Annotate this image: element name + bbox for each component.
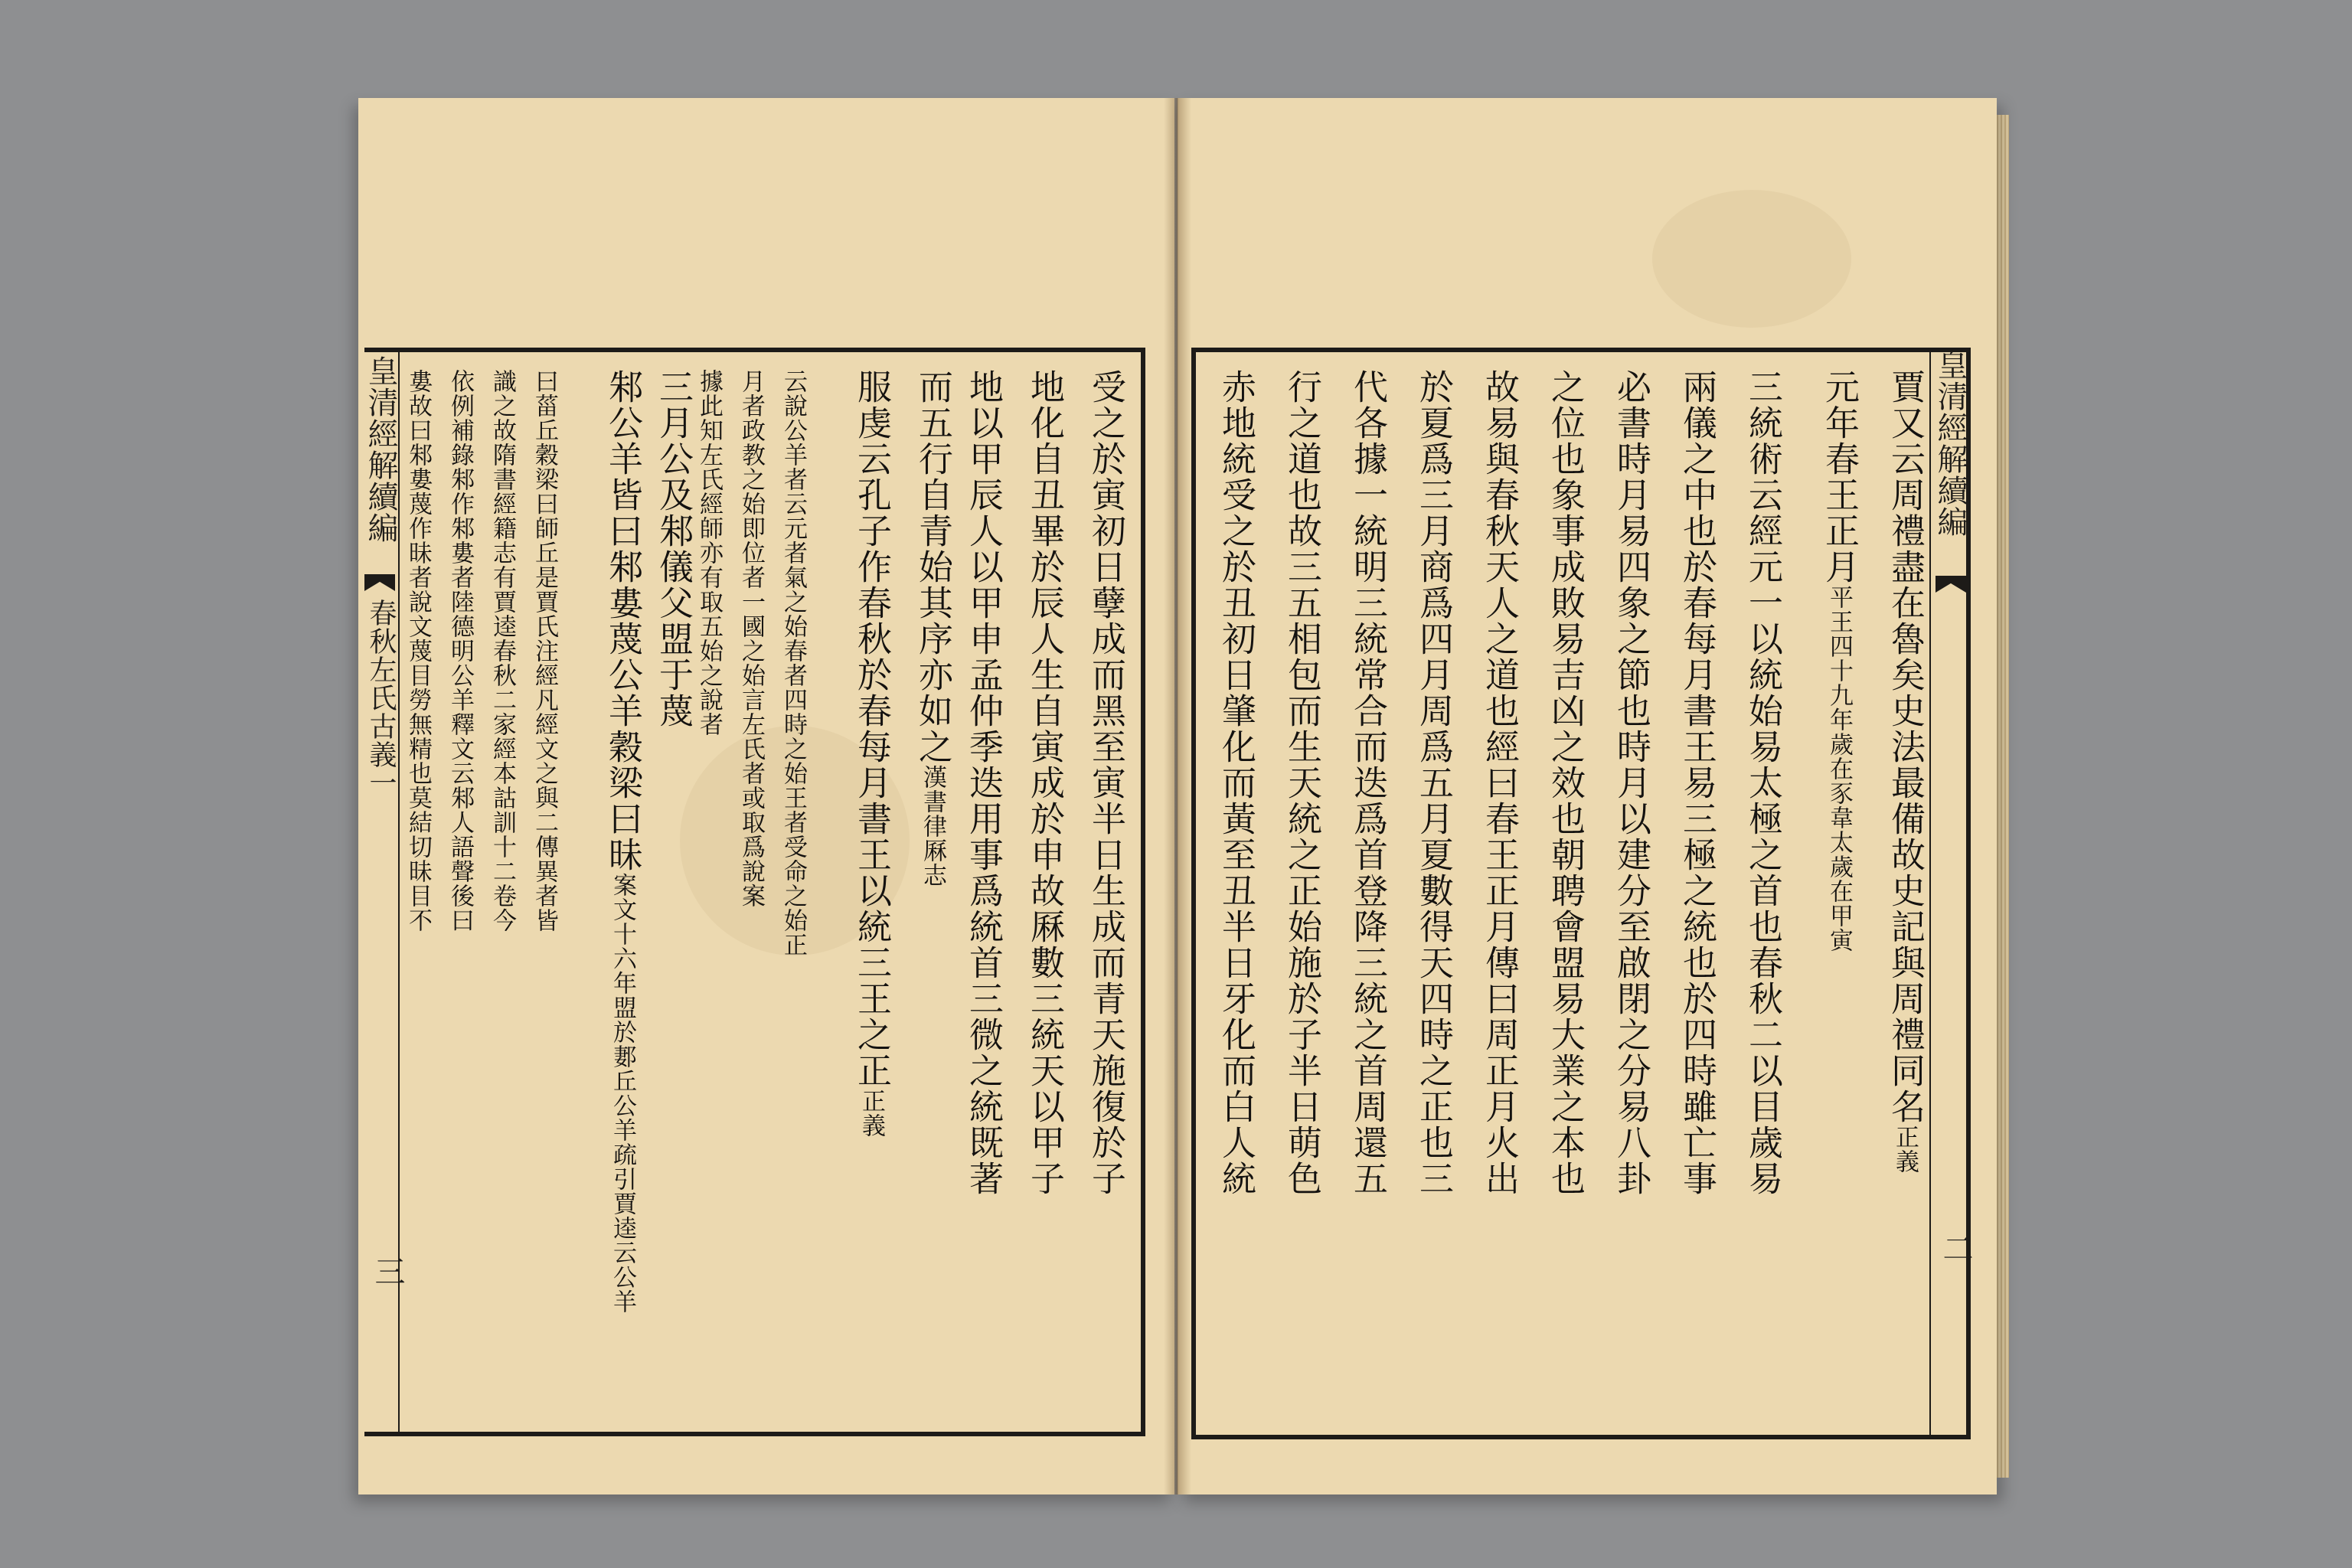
left-page-column: 依例補錄邾作邾婁者陸德明公羊釋文云邾人語聲後曰	[446, 369, 474, 933]
right-banner: 皇清經解續編	[1932, 349, 1968, 537]
left-page-column	[587, 369, 645, 1419]
left-page-column: 地以甲辰人以甲申孟仲季迭用事爲統首三微之統既著	[963, 369, 1004, 1197]
column-annotation: 平王四十九年歲在豕韋太歲在甲寅	[1825, 585, 1853, 952]
right-text-frame	[1191, 348, 1971, 1439]
left-page-column: 曰菑丘穀梁曰師丘是賈氏注經凡經文之與二傳異者皆	[531, 369, 558, 933]
right-page-column: 代各據一統明三統常合而迭爲首登降三統之首周還五	[1348, 369, 1388, 1197]
left-page-column: 云說公羊者云元者氣之始春者四時之始王者受命之始正	[779, 369, 807, 957]
right-page-column	[1870, 369, 1928, 1419]
left-page-column: 月者政教之始即位者一國之始言左氏者或取爲說案	[737, 369, 765, 908]
column-main-text: 元年春王正月	[1819, 369, 1860, 585]
right-page-column: 兩儀之中也於春每月書王易三極之統也於四時雖亡事	[1677, 369, 1717, 1197]
left-page-column: 識之故隋書經籍志有賈逵春秋二家經本詁訓十二卷今	[488, 369, 516, 933]
book-gutter	[1164, 98, 1191, 1494]
column-annotation: 漢書律厤志	[919, 765, 946, 887]
left-page-column: 受之於寅初日孽成而黑至寅半日生成而青天施復於子	[1086, 369, 1126, 1197]
right-page-column: 之位也象事成敗易吉凶之效也朝聘會盟易大業之本也	[1545, 369, 1586, 1197]
column-annotation: 案文十六年盟於郪丘公羊疏引賈逵云公羊	[609, 873, 636, 1314]
right-page-column: 於夏爲三月商爲四月周爲五月夏數得天四時之正也三	[1413, 369, 1454, 1197]
left-banner-sub: 春秋左氏古義一	[365, 599, 397, 797]
left-banner: 皇清經解續編	[363, 355, 398, 544]
right-page-column: 三統術云經元一以統始易太極之首也春秋二以目歲易	[1743, 369, 1783, 1197]
left-page-column: 據此知左氏經師亦有取五始之說者	[695, 369, 723, 737]
left-page-number: 三	[370, 1256, 405, 1286]
column-main-text: 而五行自青始其序亦如之	[913, 369, 953, 765]
right-page-number: 二	[1938, 1233, 1973, 1263]
left-page-column	[836, 369, 894, 1419]
left-page	[358, 98, 1174, 1494]
column-annotation: 正義	[1891, 1125, 1919, 1174]
right-page-column	[1804, 369, 1862, 1419]
left-page-column	[897, 369, 956, 1419]
right-page-column: 必書時月易四象之節也時月以建分至啟閉之分易八卦	[1611, 369, 1651, 1197]
right-page-column: 故易與春秋天人之道也經曰春王正月傳曰周正月火出	[1479, 369, 1520, 1197]
right-page-column: 行之道也故三五相包而生天統之正始施於子半日萌色	[1282, 369, 1322, 1197]
column-main-text: 邾公羊皆曰邾婁蔑公羊穀梁曰昧	[603, 369, 643, 873]
fish-tail-mark	[364, 574, 395, 591]
left-text-frame	[364, 348, 1145, 1436]
right-page	[1178, 98, 1997, 1494]
left-page-column: 地化自丑畢於辰人生自寅成於申故厤數三統天以甲子	[1024, 369, 1065, 1197]
column-main-text: 賈又云周禮盡在魯矣史法最備故史記與周禮同名	[1885, 369, 1926, 1125]
fish-tail-mark	[1936, 576, 1966, 593]
column-annotation: 正義	[858, 1089, 885, 1138]
column-main-text: 服虔云孔子作春秋於春每月書王以統三王之正	[851, 369, 892, 1089]
right-page-column: 赤地統受之於丑初日肇化而黃至丑半日牙化而白人統	[1216, 369, 1256, 1197]
left-page-column: 婁故曰邾婁蔑作昧者說文蔑目勞無精也莫結切昧目不	[404, 369, 432, 933]
left-page-column: 三月公及邾儀父盟于蔑	[653, 369, 694, 729]
